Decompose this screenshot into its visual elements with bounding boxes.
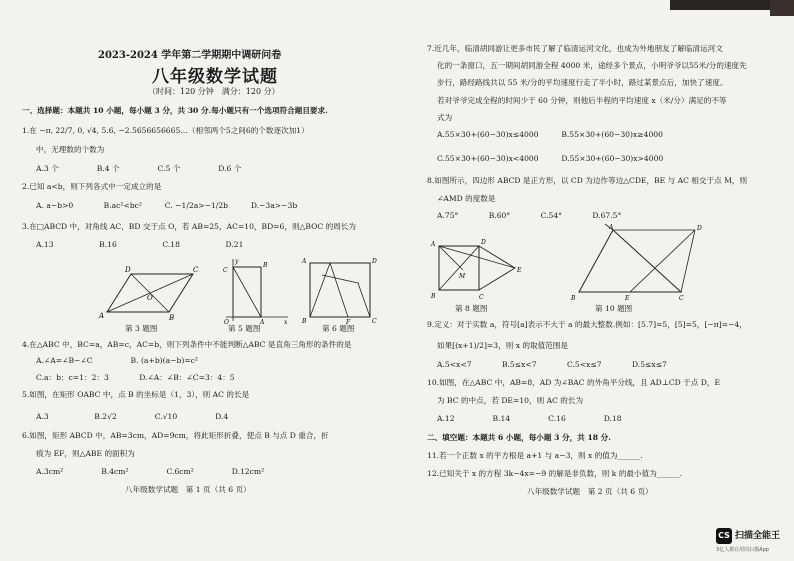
- camscanner-tagline: 3亿人都在用的扫描App: [716, 547, 769, 553]
- svg-text:B: B: [169, 314, 175, 322]
- q10-options: A.12 B.14 C.16 D.18: [437, 414, 622, 423]
- q8-options: A.75° B.60° C.54° D.67.5°: [437, 211, 622, 220]
- svg-text:B: B: [263, 262, 268, 269]
- q8-stem: 8.如图所示，四边形 ABCD 是正方形，以 CD 为边作等边△CDE，BE 与 AC 相交于点 M，则: [427, 176, 748, 185]
- section-2-heading: 二、填空题：本题共 6 小题，每小题 3 分，共 18 分.: [427, 433, 611, 442]
- camscanner-logo-icon: CS: [716, 528, 732, 544]
- q7-options-ab: A.55×30+(60−30)x≤4000 B.55×30+(60−30)x≥4000: [437, 130, 663, 139]
- q10-stem: 10.如图，在△ABC 中，AB=8，AD 为∠BAC 的外角平分线，且 AD⊥CD 于点 D，E: [427, 378, 721, 387]
- q6-stem-cont: 痕为 EF，则△ABE 的面积为: [36, 449, 135, 458]
- svg-text:D: D: [697, 225, 702, 232]
- q5-options: A.3 B.2√2 C.√10 D.4: [36, 412, 229, 421]
- svg-text:y: y: [235, 258, 239, 265]
- q4-options-cd: C.a：b：c=1：2：3 D.∠A：∠B：∠C=3：4：5: [36, 373, 235, 382]
- q9-stem: 9.定义：对于实数 a，符号[a]表示不大于 a 的最大整数.例如：[5.7]=5，[5]=5，[−π]=−4，: [427, 320, 747, 329]
- q4-options-ab: A.∠A=∠B−∠C B. (a+b)(a−b)=c²: [36, 356, 198, 365]
- footer-page-1: 八年级数学试题 第 1 页（共 6 页）: [125, 485, 251, 494]
- camscanner-name: 扫描全能王: [735, 531, 781, 541]
- q7-stem-5: 式为: [437, 113, 453, 122]
- svg-text:A: A: [260, 319, 265, 325]
- figure-q6: [300, 255, 380, 325]
- q2-options: A. a−b>0 B.ac²<bc² C. −1/2a>−1/2b D.−3a>−3b: [36, 201, 298, 210]
- q12-stem: 12.已知关于 x 的方程 3k−4x=−9 的解是非负数，则 k 的最小值为______.: [427, 469, 682, 478]
- svg-text:C: C: [223, 267, 228, 274]
- q7-stem: 7.近几年，临清胡同游让更多市民了解了临清运河文化，也成为外地朋友了解临清运河文: [427, 44, 723, 53]
- q3-stem: 3.在□ABCD 中，对角线 AC，BD 交于点 O，若 AB=25，AC=10，BD=6，则△BOC 的周长为: [22, 222, 356, 231]
- q6-options: A.3cm² B.4cm² C.6cm² D.12cm²: [36, 467, 265, 476]
- svg-text:x: x: [284, 319, 288, 325]
- q7-stem-3: 步行，路经路线共以 55 米/分的平均速度行走了半小时，路过某景点后，加快了速度。: [437, 78, 728, 87]
- q1-stem-cont: 中，无理数的个数为: [36, 145, 105, 154]
- svg-text:C: C: [679, 295, 684, 302]
- svg-text:O: O: [147, 294, 153, 302]
- figure-q3-caption: 第 3 题图: [125, 324, 158, 333]
- svg-text:D: D: [125, 266, 131, 274]
- q4-stem: 4.在△ABC 中，BC=a，AB=c，AC=b，则下列条件中不能判断△ABC 是直角三角形的条件的是: [22, 340, 352, 349]
- svg-text:M: M: [459, 273, 466, 280]
- figure-q8-caption: 第 8 题图: [455, 304, 488, 313]
- svg-text:C: C: [193, 266, 199, 274]
- svg-text:F: F: [346, 319, 351, 325]
- q7-options-cd: C.55×30+(60−30)x<4000 D.55×30+(60−30)x>4000: [437, 154, 664, 163]
- q7-stem-2: 化的一条窗口，五一期间胡同游全程 4000 米，途经多个景点，小明爷爷以55米/分的速度先: [437, 61, 747, 70]
- svg-text:D: D: [481, 239, 486, 246]
- footer-page-2: 八年级数学试题 第 2 页（共 6 页）: [527, 487, 653, 496]
- time-score: （时间：120 分钟 满分：120 分）: [148, 87, 280, 96]
- svg-text:A: A: [609, 224, 614, 231]
- page-2: [397, 0, 794, 561]
- svg-text:B: B: [302, 318, 307, 325]
- svg-text:E: E: [517, 267, 522, 274]
- q1-stem: 1.在 −π, 22/7, 0, √4, 5.6, −2.5656656665…（相邻两个5之间6的个数逐次加1）: [22, 126, 309, 135]
- exam-title: 2023-2024 学年第二学期期中调研问卷: [98, 50, 282, 61]
- q2-stem: 2.已知 a<b，则下列各式中一定成立的是: [22, 182, 162, 191]
- svg-text:A: A: [302, 258, 307, 265]
- figure-q3: [95, 262, 200, 322]
- q1-options: A.3 个 B.4 个 C.5 个 D.6 个: [36, 164, 242, 173]
- q9-options: A.5<x<7 B.5≤x<7 C.5<x≤7 D.5≤x≤7: [437, 360, 667, 369]
- svg-text:E: E: [625, 295, 630, 302]
- q8-stem-cont: ∠AMD 的度数是: [437, 194, 496, 203]
- svg-text:A: A: [99, 312, 105, 320]
- svg-text:A: A: [431, 241, 436, 248]
- q3-options: A.13 B.16 C.18 D.21: [36, 240, 244, 249]
- figure-q10: [565, 222, 735, 304]
- q10-stem-cont: 为 BC 的中点，若 DE=10，则 AC 的长为: [437, 396, 584, 405]
- svg-text:B: B: [431, 293, 436, 300]
- figure-q5-caption: 第 5 题图: [228, 324, 261, 333]
- svg-text:C: C: [479, 294, 484, 301]
- figure-q10-caption: 第 10 题图: [595, 304, 633, 313]
- figure-q6-caption: 第 6 题图: [322, 324, 355, 333]
- svg-text:B: B: [571, 295, 576, 302]
- q5-stem: 5.如图，在矩形 OABC 中，点 B 的坐标是（1，3），则 AC 的长是: [22, 390, 250, 399]
- svg-text:D: D: [372, 258, 377, 265]
- section-1-heading: 一、选择题：本题共 10 小题，每小题 3 分，共 30 分.每小题只有一个选项符合题目要求.: [22, 106, 328, 115]
- q7-stem-4: 若对爷爷完成全程的时间少于 60 分钟，则他后半程的平均速度 x（米/分）满足的不等: [437, 96, 727, 105]
- q11-stem: 11.若一个正数 x 的平方根是 a+1 与 a−3，则 x 的值为______.: [427, 451, 643, 460]
- exam-subject: 八年级数学试题: [152, 67, 278, 87]
- q6-stem: 6.如图，矩形 ABCD 中，AB=3cm，AD=9cm，将此矩形折叠，使点 B 与点 D 重合，折: [22, 431, 329, 440]
- figure-q8: [427, 232, 537, 304]
- figure-q5: [218, 255, 293, 325]
- svg-text:C: C: [372, 318, 377, 325]
- q9-stem-cont: 如果[(x+1)/2]=3，则 x 的取值范围是: [437, 341, 568, 350]
- svg-text:O: O: [224, 319, 229, 325]
